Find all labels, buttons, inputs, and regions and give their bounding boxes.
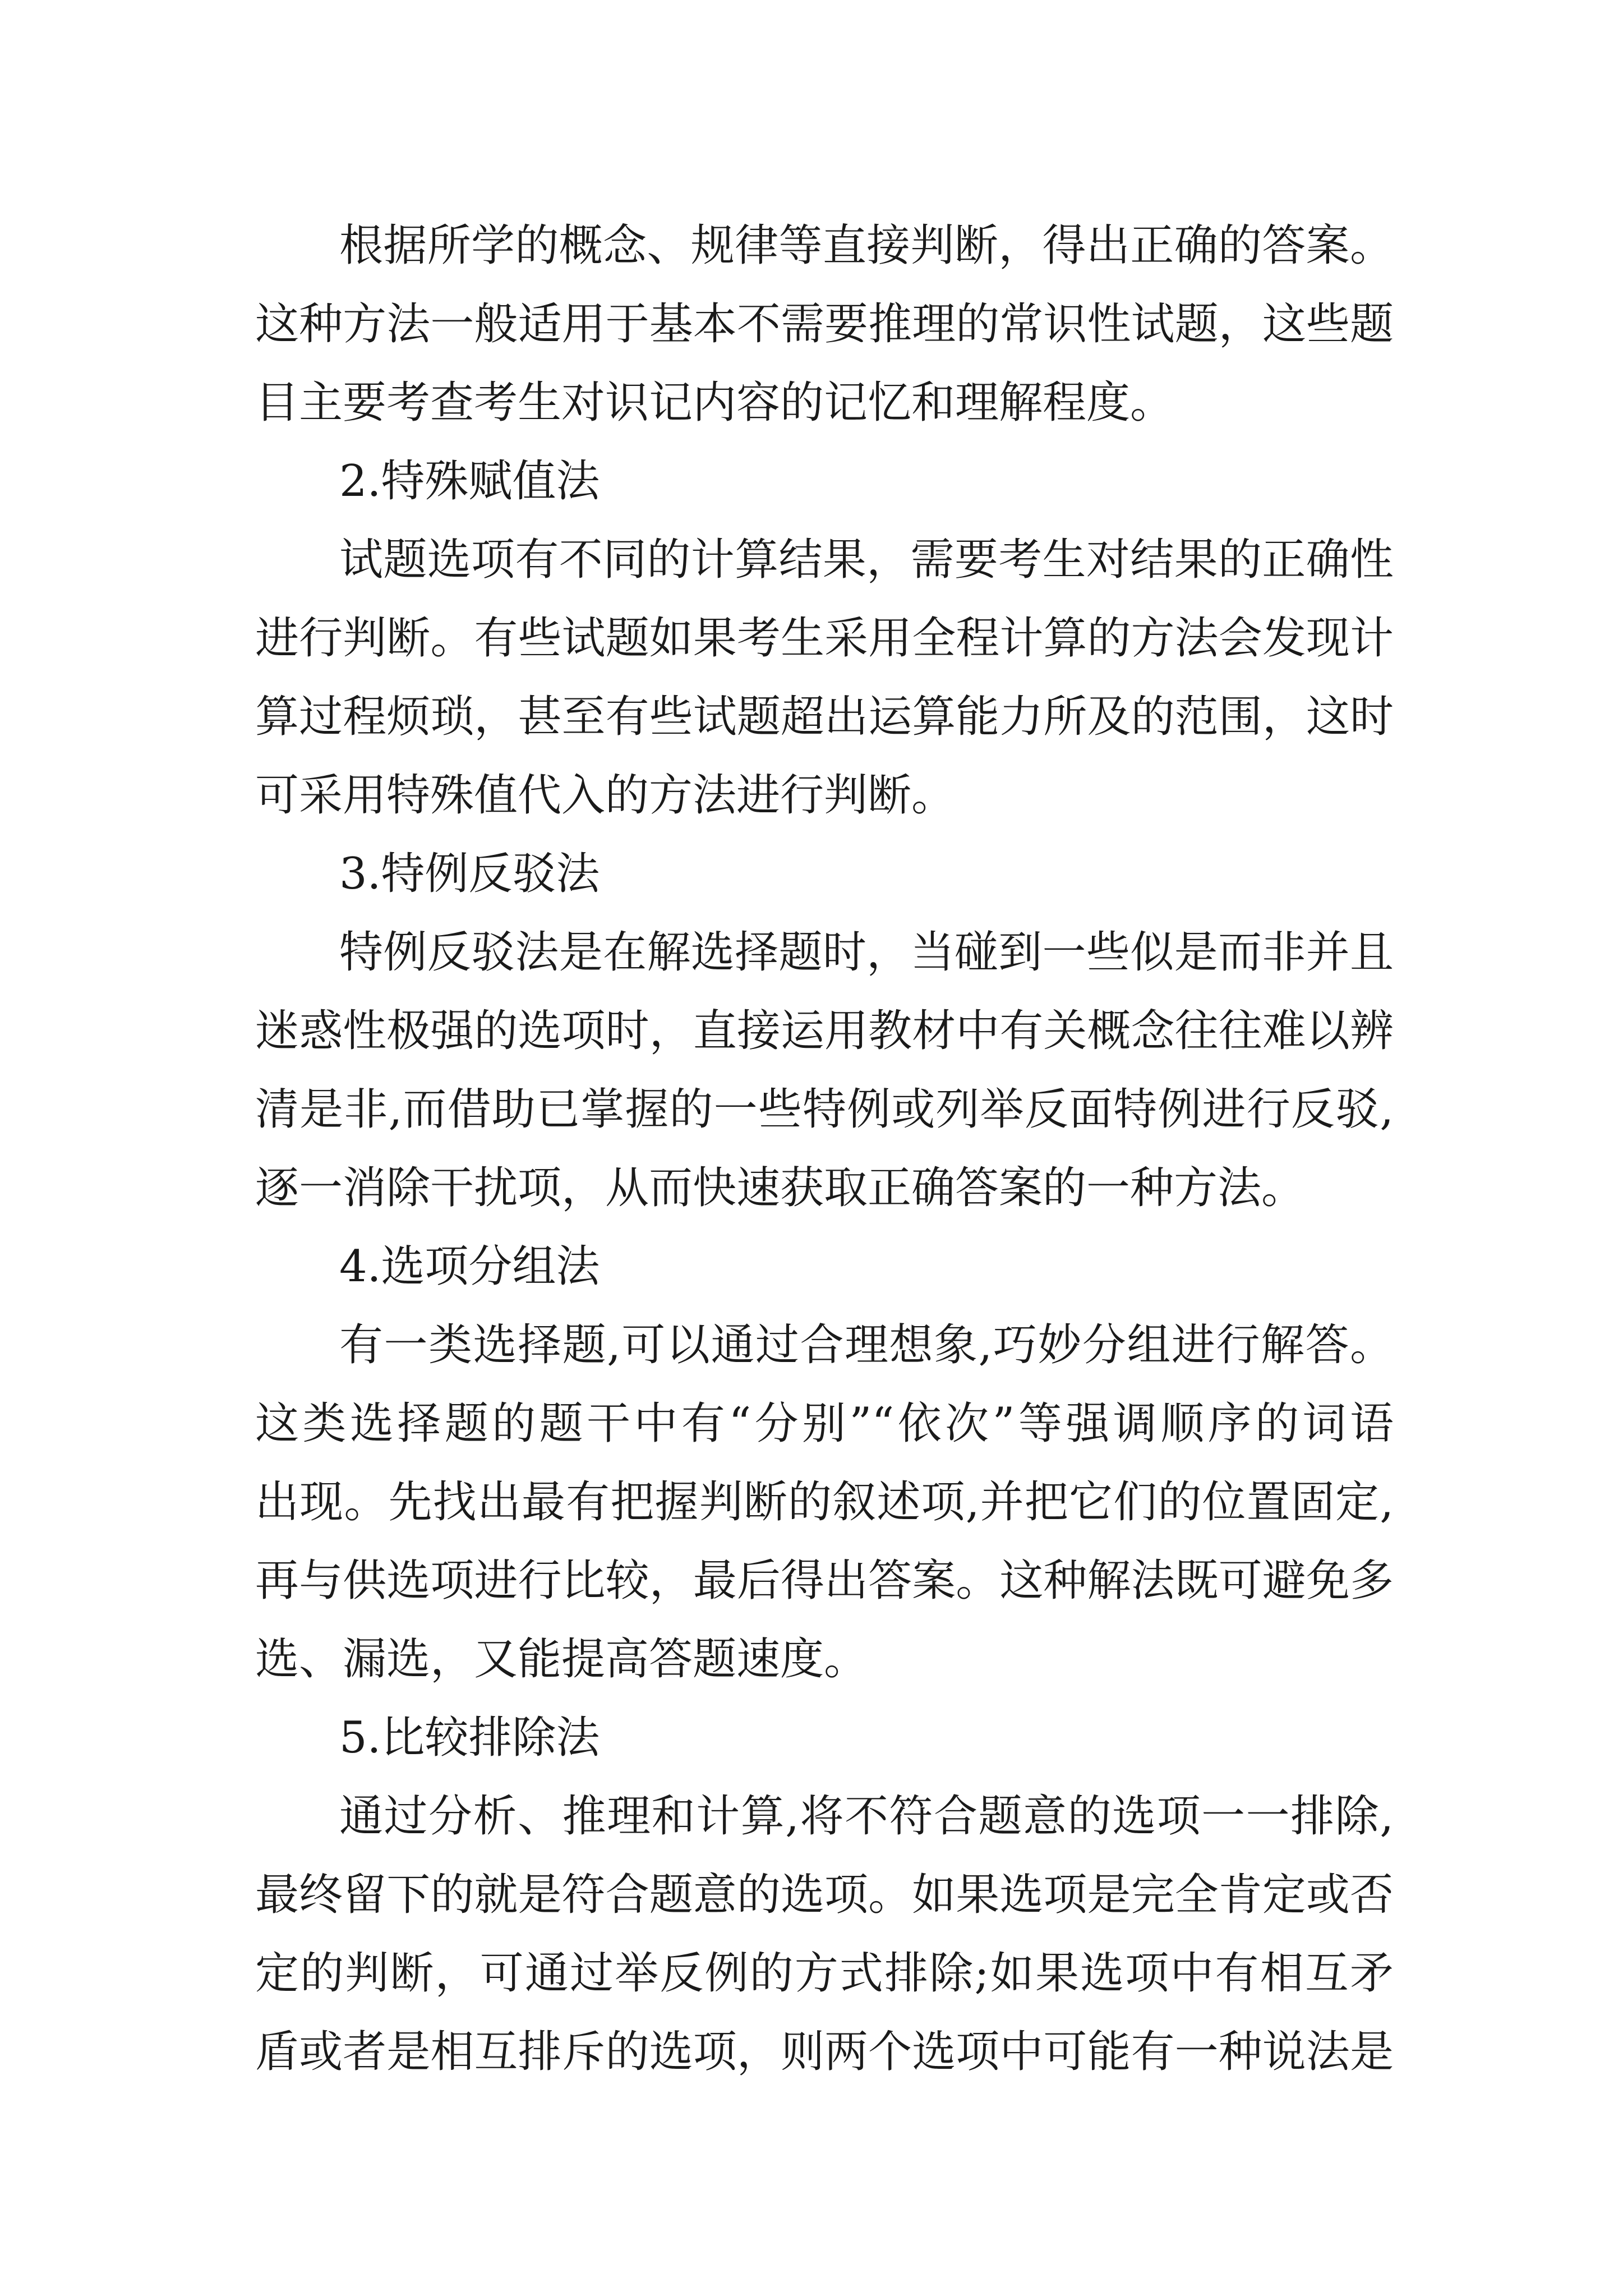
paragraph-line: 目主要考查考生对识记内容的记忆和理解程度。 <box>255 378 1174 428</box>
paragraph-line: 最终留下的就是符合题意的选项。如果选项是完全肯定或否 <box>255 1870 1394 1920</box>
section-heading: 5.比较排除法 <box>339 1713 600 1763</box>
paragraph-line: 再与供选项进行比较，最后得出答案。这种解法既可避免多 <box>255 1556 1394 1606</box>
section-heading: 3.特例反驳法 <box>339 849 600 899</box>
paragraph-line: 进行判断。有些试题如果考生采用全程计算的方法会发现计 <box>255 613 1394 664</box>
section-heading: 4.选项分组法 <box>339 1241 600 1292</box>
paragraph-line: 清是非,而借助已掌握的一些特例或列举反面特例进行反驳, <box>255 1084 1394 1135</box>
paragraph-line: 算过程烦琐，甚至有些试题超出运算能力所及的范围，这时 <box>255 692 1394 742</box>
paragraph-line: 可采用特殊值代入的方法进行判断。 <box>255 770 956 821</box>
paragraph-line: 根据所学的概念、规律等直接判断，得出正确的答案。 <box>339 220 1394 271</box>
paragraph-line: 这种方法一般适用于基本不需要推理的常识性试题，这些题 <box>255 299 1394 349</box>
paragraph-line: 这类选择题的题干中有“分别”“依次”等强调顺序的词语 <box>255 1398 1394 1449</box>
paragraph-line: 试题选项有不同的计算结果，需要考生对结果的正确性 <box>339 535 1394 585</box>
paragraph-line: 定的判断，可通过举反例的方式排除;如果选项中有相互矛 <box>255 1948 1394 1999</box>
section-heading: 2.特殊赋值法 <box>339 456 600 507</box>
paragraph-line: 迷惑性极强的选项时，直接运用教材中有关概念往往难以辨 <box>255 1006 1394 1056</box>
paragraph-line: 选、漏选，又能提高答题速度。 <box>255 1634 868 1685</box>
paragraph-line: 通过分析、推理和计算,将不符合题意的选项一一排除, <box>339 1791 1394 1842</box>
paragraph-line: 特例反驳法是在解选择题时，当碰到一些似是而非并且 <box>339 927 1394 978</box>
paragraph-line: 出现。先找出最有把握判断的叙述项,并把它们的位置固定, <box>255 1477 1394 1527</box>
paragraph-line: 有一类选择题,可以通过合理想象,巧妙分组进行解答。 <box>339 1320 1394 1370</box>
paragraph-line: 逐一消除干扰项，从而快速获取正确答案的一种方法。 <box>255 1163 1306 1213</box>
paragraph-line: 盾或者是相互排斥的选项，则两个选项中可能有一种说法是 <box>255 2027 1394 2077</box>
